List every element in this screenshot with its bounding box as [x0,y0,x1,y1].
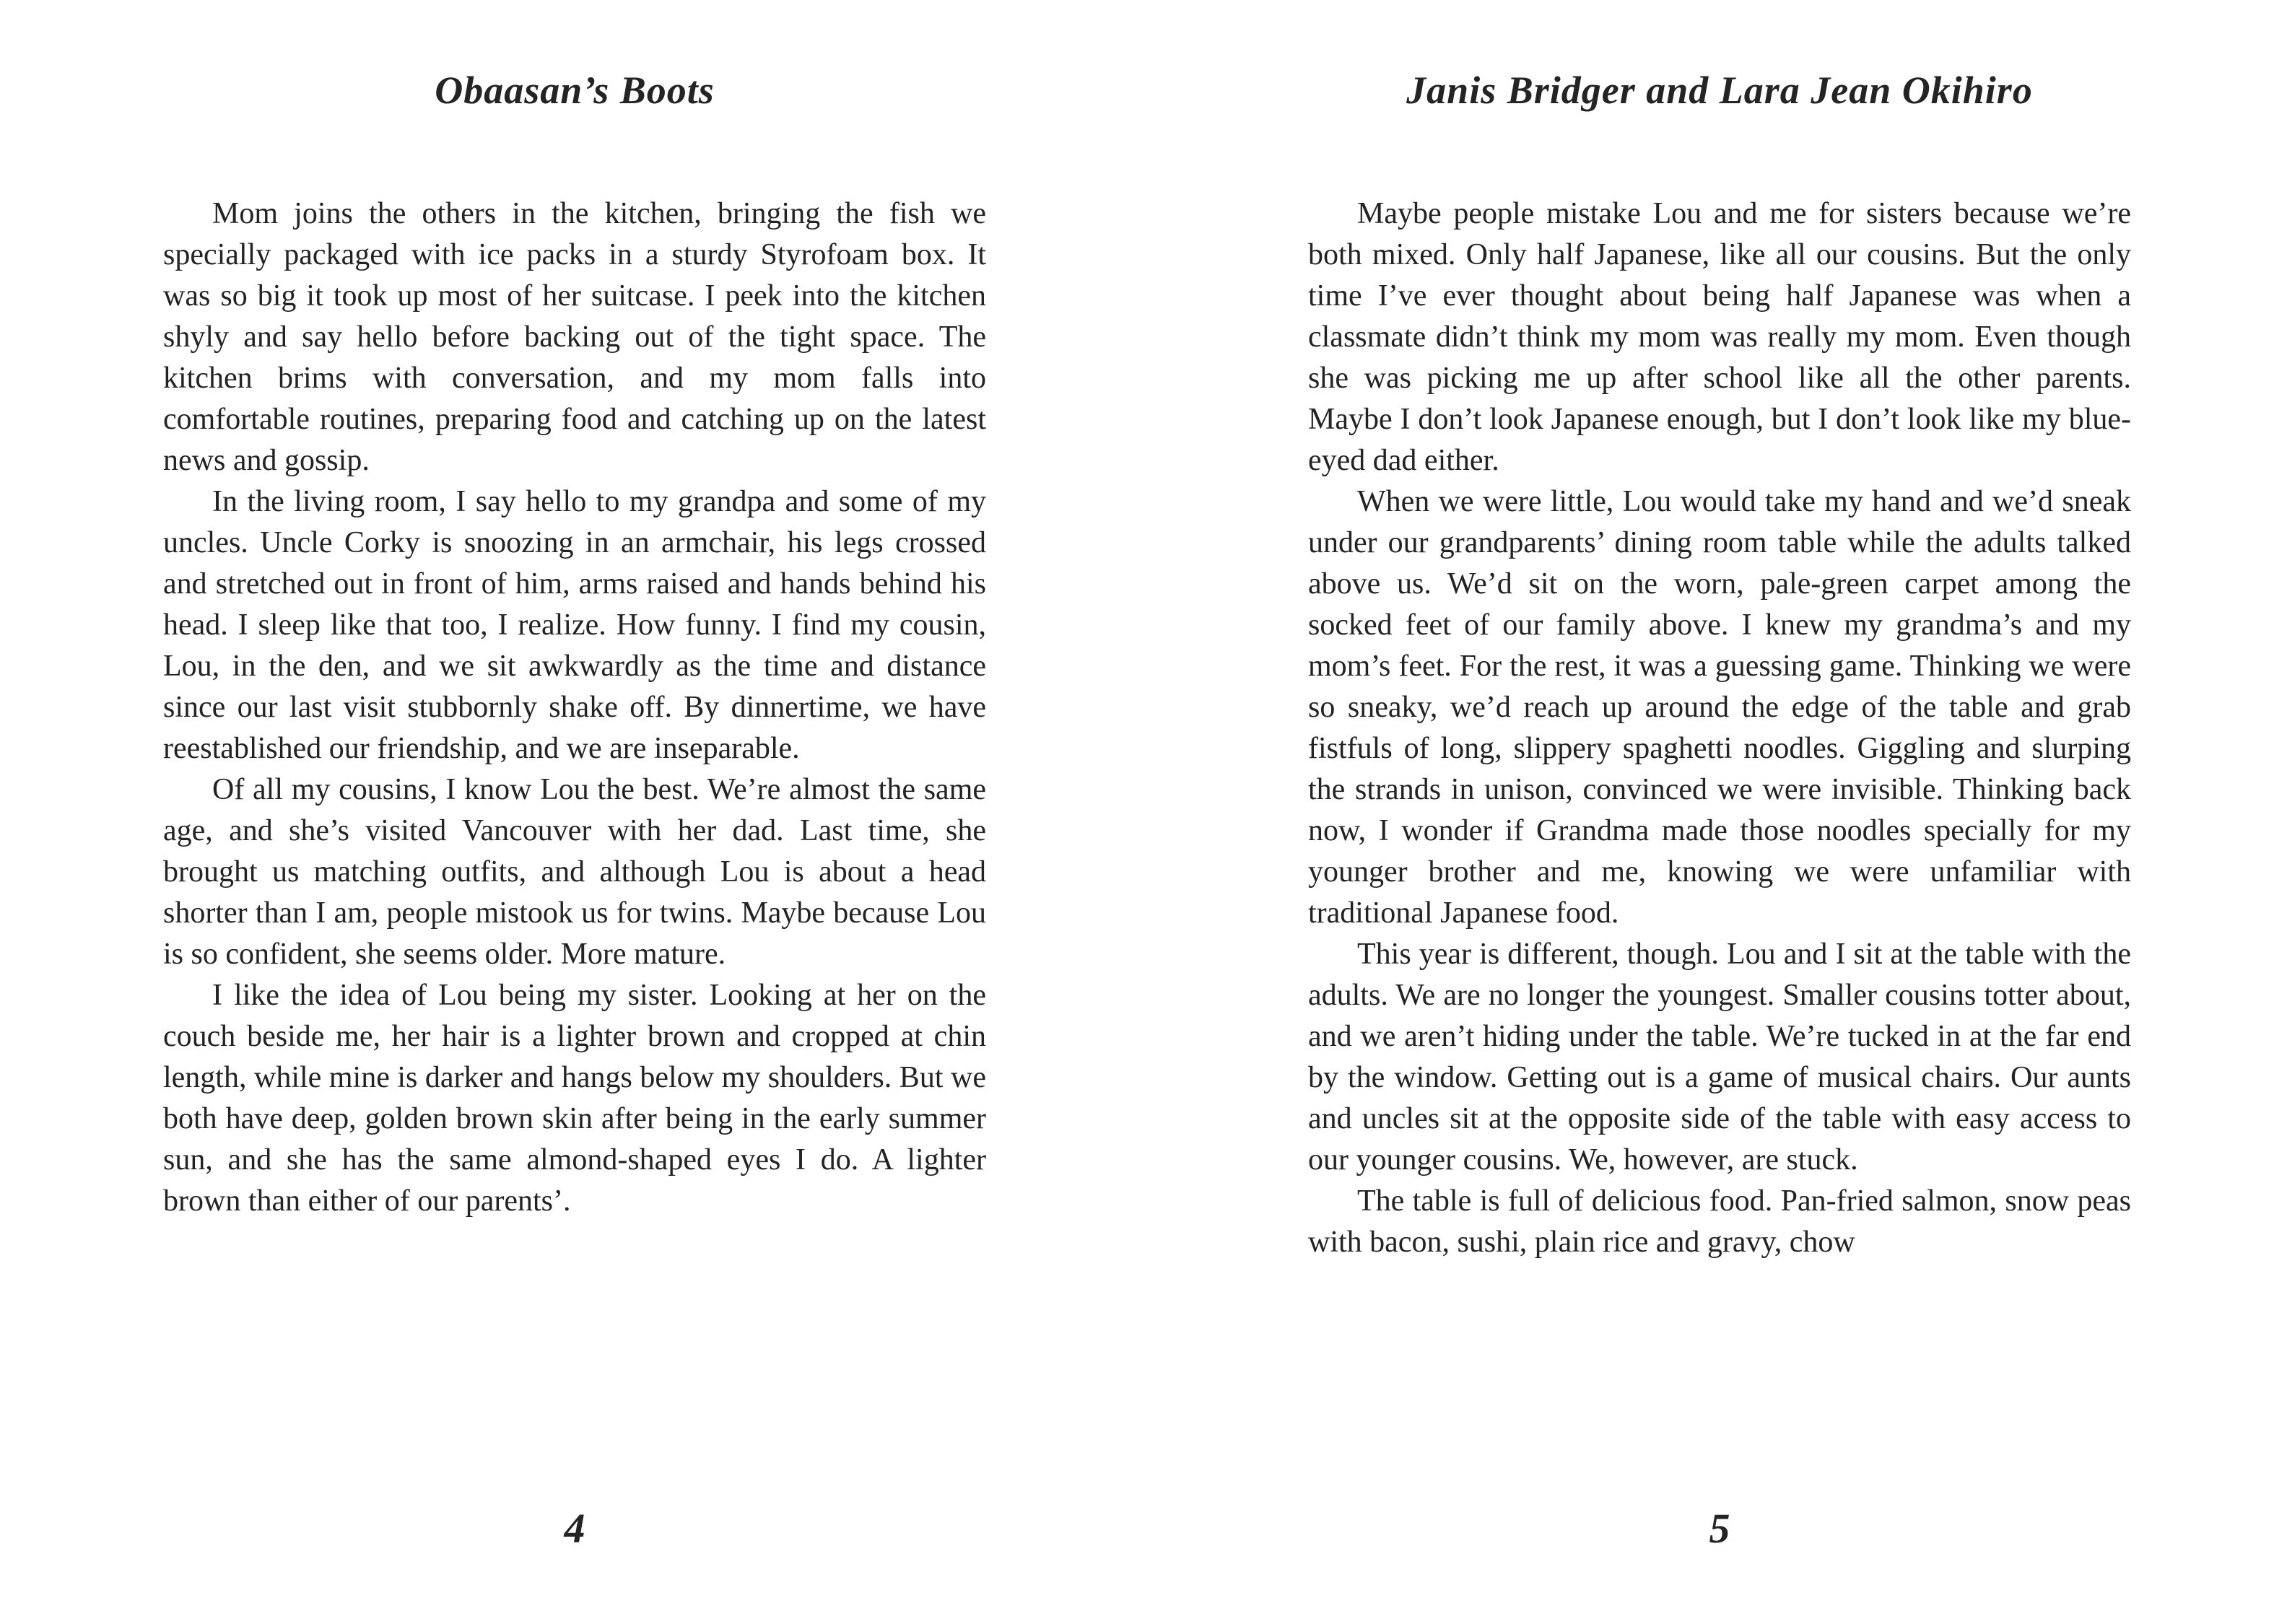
right-page-body [1308,193,2131,1263]
body-paragraph: This year is different, though. Lou and I sit at the table with the adults. We are no longer the youngest. Smaller cousins totter about, and we aren’t hiding under the table. We’re tucked in at the far end by the window. Getting out is a game of musical chairs. Our aunts and uncles sit at the opposite side of the table with easy access to our younger cousins. We, however, are stuck. [1308,938,2131,1176]
body-paragraph: Mom joins the others in the kitchen, bringing the fish we specially packaged with ice packs in a sturdy Styrofoam box. It was so big it took up most of her suitcase. I peek into the kitchen shyly and say hello before backing out of the tight space. The kitchen brims with conversation, and my mom falls into comfortable routines, preparing food and catching up on the latest news and gossip. [163,197,986,477]
right-page-running-head: Janis Bridger and Lara Jean Okihiro [1406,69,2033,112]
right-page [1308,0,2131,1624]
left-page-body [163,193,986,1222]
left-page [163,0,986,1624]
body-paragraph: Maybe people mistake Lou and me for sisters because we’re both mixed. Only half Japanese, like all our cousins. But the only time I’ve ever thought about being half Japanese was when a classmate didn’t think my mom was really my mom. Even though she was picking me up after school like all the other parents. Maybe I don’t look Japanese enough, but I don’t look like my blue-eyed dad either. [1308,197,2131,477]
body-paragraph: Of all my cousins, I know Lou the best. We’re almost the same age, and she’s visited Vancouver with her dad. Last time, she brought us matching outfits, and although Lou is about a head shorter than I am, people mistook us for twins. Maybe because Lou is so confident, she seems older. More mature. [163,773,986,971]
right-page-number: 5 [1709,1505,1730,1552]
left-page-number: 4 [564,1505,585,1552]
left-page-running-head: Obaasan’s Boots [435,69,715,112]
body-paragraph: In the living room, I say hello to my grandpa and some of my uncles. Uncle Corky is snoozing in an armchair, his legs crossed and stretched out in front of him, arms raised and hands behind his head. I sleep like that too, I realize. How funny. I find my cousin, Lou, in the den, and we sit awkwardly as the time and distance since our last visit stubbornly shake off. By dinnertime, we have reestablished our friendship, and we are inseparable. [163,485,986,765]
body-paragraph: I like the idea of Lou being my sister. Looking at her on the couch beside me, her hair is a lighter brown and cropped at chin length, while mine is darker and hangs below my shoulders. But we both have deep, golden brown skin after being in the early summer sun, and she has the same almond-shaped eyes I do. A lighter brown than either of our parents’. [163,979,986,1218]
body-paragraph: The table is full of delicious food. Pan-fried salmon, snow peas with bacon, sushi, plain rice and gravy, chow [1308,1184,2131,1259]
body-paragraph: When we were little, Lou would take my hand and we’d sneak under our grandparents’ dining room table while the adults talked above us. We’d sit on the worn, pale-green carpet among the socked feet of our family above. I knew my grandma’s and my mom’s feet. For the rest, it was a guessing game. Thinking we were so sneaky, we’d reach up around the edge of the table and grab fistfuls of long, slippery spaghetti noodles. Giggling and slurping the strands in unison, convinced we were invisible. Thinking back now, I wonder if Grandma made those noodles specially for my younger brother and me, knowing we were unfamiliar with traditional Japanese food. [1308,485,2131,930]
